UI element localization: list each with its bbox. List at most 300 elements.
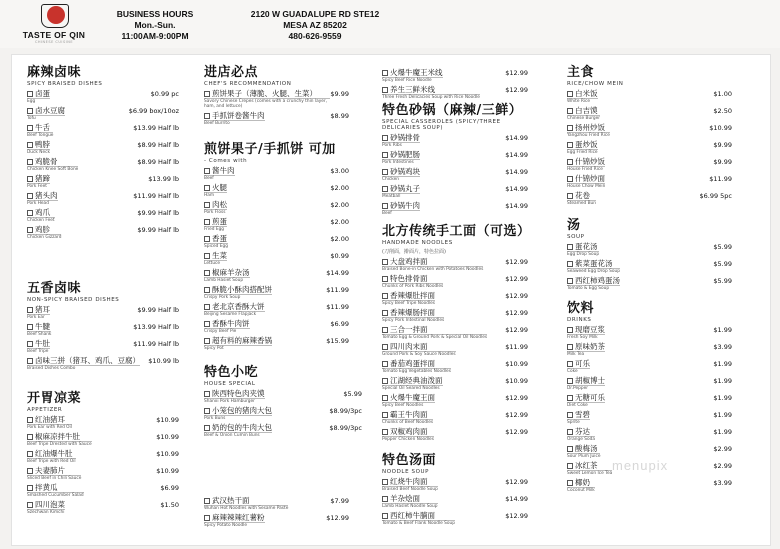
menu-item-cn-text: 芬达 bbox=[575, 426, 590, 436]
menu-item-cn-text: 香蛋 bbox=[212, 233, 227, 243]
checkbox-icon bbox=[382, 412, 388, 418]
menu-item-price: $1.99 bbox=[713, 376, 732, 385]
menu-item-names bbox=[382, 258, 483, 273]
menu-item-cn-text: 红烧牛肉面 bbox=[390, 476, 428, 486]
menu-item-name-cn bbox=[382, 258, 483, 267]
menu-item-name-cn bbox=[382, 360, 451, 369]
menu-item bbox=[382, 202, 528, 217]
menu-item-cn-text: 鸡爪 bbox=[35, 207, 50, 217]
menu-item-price: $6.99 box/10oz bbox=[128, 106, 179, 115]
menu-item-cn-text: 砂锅牛肉 bbox=[390, 200, 420, 210]
menu-item bbox=[382, 343, 528, 358]
checkbox-icon bbox=[27, 485, 33, 491]
menu-item-cn-text: 椰奶 bbox=[575, 477, 590, 487]
menu-item-cn-text: 武汉热干面 bbox=[212, 495, 250, 505]
menu-item-name-en: Ham bbox=[204, 192, 215, 198]
section-subtitle: DRINKS bbox=[567, 317, 592, 323]
menu-item-name-cn bbox=[204, 252, 227, 261]
section-non-spicy-braised bbox=[27, 282, 179, 371]
menu-item-name-en: Spicy Beef Rice Noodle bbox=[382, 77, 432, 83]
brand-name: TASTE OF QIN bbox=[22, 30, 86, 40]
menu-item-price: $6.99 bbox=[160, 483, 179, 492]
menu-item-name-en: Spicy Potato Noodle bbox=[204, 522, 248, 528]
menu-item-price: $8.99 Half lb bbox=[137, 157, 179, 166]
menu-item bbox=[27, 192, 179, 207]
menu-item bbox=[204, 112, 349, 127]
menu-item-name-cn bbox=[204, 269, 250, 278]
checkbox-icon bbox=[567, 446, 573, 452]
menu-item-name-en: Wuhan Hot Noodles with Sesame Paste bbox=[204, 505, 289, 511]
menu-item-names bbox=[27, 306, 50, 321]
menu-item-names bbox=[382, 326, 487, 341]
checkbox-icon bbox=[204, 338, 210, 344]
menu-item-name-cn bbox=[567, 107, 600, 116]
menu-item-names bbox=[27, 416, 72, 431]
menu-item-names bbox=[382, 343, 456, 358]
checkbox-icon bbox=[567, 125, 573, 131]
menu-item-price: $9.99 bbox=[713, 140, 732, 149]
menu-item bbox=[382, 86, 528, 101]
menu-item-cn-text: 原味奶茶 bbox=[575, 341, 605, 351]
menu-item-name-en: House Fried Rice bbox=[567, 166, 603, 172]
menu-item-name-en: Lettuce bbox=[204, 260, 221, 266]
hours-days: Mon.-Sun. bbox=[134, 20, 176, 30]
section-subtitle: HOUSE SPECIAL bbox=[204, 381, 256, 387]
menu-item-name-cn bbox=[204, 320, 250, 329]
menu-item-cn-text: 什锦炒面 bbox=[575, 173, 605, 183]
menu-item-price: $14.99 bbox=[505, 494, 528, 503]
checkbox-icon bbox=[204, 498, 210, 504]
menu-item-name-cn bbox=[567, 360, 590, 369]
menu-item bbox=[567, 141, 732, 156]
menu-item bbox=[567, 243, 732, 258]
menu-item-name-en: Dr.Pepper bbox=[567, 385, 588, 391]
menu-item-cn-text: 鸡脆骨 bbox=[35, 156, 58, 166]
business-hours bbox=[100, 9, 210, 42]
menu-item-name-cn bbox=[27, 433, 92, 442]
menu-item bbox=[27, 175, 179, 190]
menu-item-name-en: Yangzhou Fried Rice bbox=[567, 132, 610, 138]
menu-item-names bbox=[567, 445, 600, 460]
logo bbox=[22, 4, 86, 44]
menu-item bbox=[567, 428, 732, 443]
menu-item-cn-text: 四川肉末面 bbox=[390, 341, 428, 351]
menu-item-name-cn bbox=[27, 175, 50, 184]
menu-item-names bbox=[27, 90, 50, 105]
menu-item-price: $1.99 bbox=[713, 359, 732, 368]
menu-item-names bbox=[382, 377, 443, 392]
menu-item-names bbox=[567, 411, 590, 426]
menu-item-price: $6.99 5pc bbox=[699, 191, 732, 200]
menu-item-names bbox=[204, 514, 265, 529]
header-bar bbox=[0, 0, 780, 48]
menu-item bbox=[382, 151, 528, 166]
checkbox-icon bbox=[27, 108, 33, 114]
menu-item-name-cn bbox=[567, 243, 599, 252]
menu-item-price: $12.99 bbox=[505, 68, 528, 77]
checkbox-icon bbox=[382, 87, 388, 93]
menu-item-name-cn bbox=[204, 424, 272, 433]
menu-item-cn-text: 双椒鸡肉面 bbox=[390, 426, 428, 436]
menu-item-price: $6.99 bbox=[330, 319, 349, 328]
menu-item-name-en: Ground Pork & Soy Sauce Noodles bbox=[382, 351, 456, 357]
section-noodle-extras bbox=[204, 494, 349, 528]
menu-item-price: $5.99 bbox=[713, 259, 732, 268]
menu-item bbox=[567, 479, 732, 494]
checkbox-icon bbox=[204, 321, 210, 327]
menu-item-names bbox=[567, 192, 596, 207]
checkbox-icon bbox=[382, 276, 388, 282]
menu-item-names bbox=[382, 86, 480, 101]
menu-item-name-cn bbox=[204, 407, 272, 416]
menu-item-names bbox=[27, 450, 76, 465]
menu-item-cn-text: 紫菜蛋花汤 bbox=[575, 258, 613, 268]
menu-item-cn-text: 江湖经典油泼面 bbox=[390, 375, 443, 385]
menu-item-cn-text: 扬州炒饭 bbox=[575, 122, 605, 132]
menu-item-cn-text: 霸王牛肉面 bbox=[390, 409, 428, 419]
checkbox-icon bbox=[27, 434, 33, 440]
checkbox-icon bbox=[204, 185, 210, 191]
checkbox-icon bbox=[27, 468, 33, 474]
menu-item-cn-text: 火爆牛魔王米线 bbox=[390, 67, 443, 77]
menu-item bbox=[567, 377, 732, 392]
menu-item-cn-text: 卤味三拼（猪耳、鸡爪、豆腐） bbox=[35, 355, 140, 365]
menu-item-name-cn bbox=[27, 416, 72, 425]
menu-item-cn-text: 砂锅肥肠 bbox=[390, 149, 420, 159]
menu-item-name-en: Fried Egg bbox=[204, 226, 225, 232]
menu-item bbox=[27, 306, 179, 321]
menu-item-name-en: Braised Dishes Combo bbox=[27, 365, 76, 371]
menu-item-cn-text: 白吉馍 bbox=[575, 105, 598, 115]
menu-item-name-cn bbox=[382, 428, 434, 437]
menu-item-names bbox=[567, 394, 605, 409]
menu-item-name-cn bbox=[382, 478, 438, 487]
menu-item-price: $1.00 bbox=[713, 89, 732, 98]
menu-item bbox=[27, 433, 179, 448]
menu-item-name-en: Beef Burrito bbox=[204, 121, 230, 126]
menu-item-name-en: Beef & Onion Cumin Buns bbox=[204, 432, 260, 438]
menu-item-name-cn bbox=[204, 303, 265, 312]
menu-item-cn-text: 椒麻凉拌牛肚 bbox=[35, 431, 80, 441]
menu-item-cn-text: 羊杂烩面 bbox=[390, 493, 420, 503]
logo-pot-icon bbox=[37, 4, 71, 28]
menu-item-names bbox=[567, 428, 595, 443]
menu-item-cn-text: 香酥牛肉饼 bbox=[212, 318, 250, 328]
menu-item bbox=[567, 124, 732, 139]
menu-item-names bbox=[204, 235, 228, 250]
menu-item-names bbox=[204, 218, 227, 233]
menu-item-cn-text: 砂锅排骨 bbox=[390, 132, 420, 142]
menu-item-names bbox=[27, 433, 92, 448]
menu-item-names bbox=[567, 175, 605, 190]
menu-item-name-en: Orange Soda bbox=[567, 436, 595, 442]
menu-item-price: $13.99 Half lb bbox=[133, 123, 179, 132]
menu-item-price: $12.99 bbox=[505, 427, 528, 436]
menu-item-price: $1.50 bbox=[160, 500, 179, 509]
menu-item-names bbox=[567, 343, 605, 358]
menu-item-name-cn bbox=[567, 326, 605, 335]
section-title: 五香卤味 bbox=[27, 281, 82, 296]
menu-item-name-cn bbox=[567, 462, 612, 471]
menu-item-name-cn bbox=[382, 495, 438, 504]
menu-item-cn-text: 花卷 bbox=[575, 190, 590, 200]
menu-item-name-cn bbox=[27, 90, 50, 99]
menu-item-cn-text: 大盘鸡拌面 bbox=[390, 256, 428, 266]
menu-item-name-cn bbox=[27, 501, 65, 510]
menu-item-name-cn bbox=[382, 411, 433, 420]
menu-item bbox=[382, 326, 528, 341]
menu-item-name-en: White Rice bbox=[567, 98, 591, 104]
menu-item-name-cn bbox=[27, 107, 65, 116]
checkbox-icon bbox=[382, 496, 388, 502]
menu-item-name-cn bbox=[204, 167, 235, 176]
section-subtitle: - Comes with bbox=[204, 158, 248, 164]
menu-item-name-en: Chunks of Beef Noodles bbox=[382, 419, 434, 425]
checkbox-icon bbox=[382, 344, 388, 350]
checkbox-icon bbox=[567, 412, 573, 418]
menu-item-price: $8.99/3pc bbox=[329, 406, 362, 415]
checkbox-icon bbox=[382, 310, 388, 316]
checkbox-icon bbox=[204, 515, 210, 521]
menu-item-price: $10.99 bbox=[156, 415, 179, 424]
menu-item-names bbox=[204, 269, 250, 284]
menu-item-name-cn bbox=[27, 467, 81, 476]
menu-item-name-en: House Chow Mein bbox=[567, 183, 606, 189]
menu-item-name-cn bbox=[382, 326, 487, 335]
menu-item bbox=[567, 277, 732, 292]
menu-item-price: $14.99 bbox=[505, 167, 528, 176]
checkbox-icon bbox=[382, 513, 388, 519]
menu-item-name-cn bbox=[567, 260, 620, 269]
menu-item-price: $1.99 bbox=[713, 410, 732, 419]
menu-item-names bbox=[567, 107, 600, 122]
menu-item-price: $3.00 bbox=[330, 166, 349, 175]
section-chef-recommendation bbox=[204, 66, 349, 127]
menu-item-price: $5.99 bbox=[713, 276, 732, 285]
menu-item-name-en: Steamed Bun bbox=[567, 200, 597, 206]
menu-item-price: $11.99 Half lb bbox=[133, 339, 179, 348]
menu-item bbox=[567, 326, 732, 341]
menu-item-name-en: Beef bbox=[382, 210, 392, 216]
checkbox-icon bbox=[204, 304, 210, 310]
menu-item bbox=[567, 90, 732, 105]
menu-item bbox=[382, 134, 528, 149]
menu-item bbox=[382, 292, 528, 307]
menu-item-name-en: Tofu bbox=[27, 115, 36, 121]
menu-item-name-en: Spicy Beef Noodles bbox=[382, 402, 424, 408]
menu-item-price: $13.99 lb bbox=[148, 174, 179, 183]
phone-number: 480-626-9559 bbox=[288, 31, 342, 41]
section-subtitle: CHEF'S RECOMMENDATION bbox=[204, 81, 292, 87]
menu-item-names bbox=[567, 479, 595, 494]
checkbox-icon bbox=[382, 378, 388, 384]
section-title: 开胃凉菜 bbox=[27, 391, 82, 406]
menu-item-name-cn bbox=[204, 90, 330, 99]
menu-item-price: $15.99 bbox=[326, 336, 349, 345]
menu-item-cn-text: 酸梅汤 bbox=[575, 443, 598, 453]
menu-item-cn-text: 老北京香酥大饼 bbox=[212, 301, 265, 311]
menu-item-names bbox=[567, 277, 620, 292]
menu-item-names bbox=[567, 360, 590, 375]
checkbox-icon bbox=[204, 425, 210, 431]
menu-item-name-en: Beef Tongue bbox=[27, 132, 54, 138]
checkbox-icon bbox=[567, 395, 573, 401]
menu-item-names bbox=[567, 90, 598, 105]
menu-item-cn-text: 砂锅丸子 bbox=[390, 183, 420, 193]
menu-item-names bbox=[204, 424, 272, 439]
menu-item-cn-text: 雪碧 bbox=[575, 409, 590, 419]
menu-item-names bbox=[27, 340, 50, 355]
checkbox-icon bbox=[567, 327, 573, 333]
menu-item bbox=[567, 360, 732, 375]
menu-item-name-en: Pork Ear bbox=[27, 314, 45, 320]
checkbox-icon bbox=[27, 159, 33, 165]
menu-item-cn-text: 卤水豆腐 bbox=[35, 105, 65, 115]
menu-item-name-cn bbox=[27, 141, 50, 150]
menu-item bbox=[204, 337, 349, 352]
menu-item-price: $9.99 Half lb bbox=[137, 225, 179, 234]
section-rice-noodles bbox=[382, 66, 528, 100]
menu-item-names bbox=[382, 411, 433, 426]
menu-item bbox=[382, 309, 528, 324]
address-line2: MESA AZ 85202 bbox=[283, 20, 347, 30]
menu-item-names bbox=[567, 141, 598, 156]
menu-item-name-cn bbox=[567, 377, 605, 386]
checkbox-icon bbox=[567, 480, 573, 486]
checkbox-icon bbox=[27, 125, 33, 131]
menu-item-price: $10.99 bbox=[156, 432, 179, 441]
menu-item bbox=[204, 184, 349, 199]
menu-item-name-en: Sprite bbox=[567, 419, 580, 425]
menu-item bbox=[204, 167, 349, 182]
menu-item-name-cn bbox=[567, 90, 598, 99]
menu-item-name-cn bbox=[382, 512, 455, 521]
menu-item bbox=[27, 501, 179, 516]
menu-item-price: $2.00 bbox=[330, 234, 349, 243]
menu-item-names bbox=[27, 124, 53, 139]
checkbox-icon bbox=[567, 159, 573, 165]
menu-item bbox=[204, 252, 349, 267]
checkbox-icon bbox=[382, 203, 388, 209]
menu-item-cn-text: 牛腱 bbox=[35, 321, 50, 331]
menu-item-price: $2.99 bbox=[713, 444, 732, 453]
menu-item-price: $12.99 bbox=[505, 308, 528, 317]
menu-item-name-cn bbox=[382, 134, 420, 143]
checkbox-icon bbox=[567, 244, 573, 250]
menu-item-name-cn bbox=[27, 357, 140, 366]
menu-item-price: $10.99 bbox=[505, 359, 528, 368]
menu-item bbox=[382, 258, 528, 273]
menu-item-cn-text: 酥脆小酥肉搭配饼 bbox=[212, 284, 272, 294]
menu-item bbox=[27, 467, 179, 482]
menu-item-price: $12.99 bbox=[505, 393, 528, 402]
menu-item-price: $10.99 bbox=[156, 449, 179, 458]
menu-item-price: $12.99 bbox=[505, 85, 528, 94]
menu-item-cn-text: 番茄鸡蛋拌面 bbox=[390, 358, 435, 368]
menu-item-cn-text: 白米饭 bbox=[575, 88, 598, 98]
menu-item bbox=[567, 158, 732, 173]
menu-item bbox=[27, 124, 179, 139]
menu-item bbox=[382, 69, 528, 84]
menu-item-cn-text: 可乐 bbox=[575, 358, 590, 368]
menu-item-cn-text: 火腿 bbox=[212, 182, 227, 192]
menu-item-name-en: Chicken Knee Soft Bone bbox=[27, 166, 79, 172]
menu-item bbox=[27, 340, 179, 355]
menu-item-name-en: Savory Chinese Crepes (comes with a crunchy thin layer, ham, and lettuce) bbox=[204, 98, 328, 109]
menu-item-name-en: Seaweed Egg Drop Soup bbox=[567, 268, 620, 274]
menu-item-name-en: Pork Ribs bbox=[382, 142, 402, 148]
menu-item-names bbox=[382, 428, 434, 443]
checkbox-icon bbox=[27, 176, 33, 182]
menu-item-names bbox=[204, 390, 265, 405]
menu-item-price: $1.99 bbox=[713, 393, 732, 402]
checkbox-icon bbox=[382, 479, 388, 485]
menu-item-names bbox=[567, 462, 612, 477]
menu-item-price: $8.99/3pc bbox=[329, 423, 362, 432]
menu-item-name-en: Meatball bbox=[382, 193, 401, 199]
menu-item-name-en: Crispy Beef Pie bbox=[204, 328, 237, 334]
menu-item bbox=[567, 394, 732, 409]
address-block bbox=[250, 9, 380, 42]
menu-item-name-en: Sweet Lemon Ice Tea bbox=[567, 470, 613, 476]
checkbox-icon bbox=[204, 287, 210, 293]
menu-item-price: $7.99 bbox=[330, 496, 349, 505]
menu-item-name-en: Chinese Burger bbox=[567, 115, 601, 121]
checkbox-icon bbox=[567, 142, 573, 148]
menu-item-names bbox=[567, 243, 599, 258]
menu-item-name-cn bbox=[567, 445, 600, 454]
section-house-special bbox=[204, 366, 362, 438]
menu-item bbox=[204, 424, 362, 439]
menu-item-price: $8.99 Half lb bbox=[137, 140, 179, 149]
menu-item-name-en: Egg bbox=[27, 98, 36, 104]
checkbox-icon bbox=[382, 186, 388, 192]
menu-item-cn-text: 小笼包的猪肉大包 bbox=[212, 405, 272, 415]
menu-item-price: $9.99 Half lb bbox=[137, 208, 179, 217]
checkbox-icon bbox=[204, 91, 210, 97]
menu-item-price: $10.99 bbox=[505, 376, 528, 385]
menu-item-name-en: Coconut Milk bbox=[567, 487, 595, 493]
menu-item bbox=[382, 377, 528, 392]
menu-item-names bbox=[567, 158, 605, 173]
menu-item-name-cn bbox=[27, 450, 76, 459]
menu-item-price: $0.99 bbox=[330, 251, 349, 260]
checkbox-icon bbox=[204, 408, 210, 414]
menu-item bbox=[382, 185, 528, 200]
menu-item-price: $5.99 bbox=[713, 242, 732, 251]
checkbox-icon bbox=[27, 417, 33, 423]
checkbox-icon bbox=[27, 210, 33, 216]
menu-item-cn-text: 手抓饼卷酱牛肉 bbox=[212, 111, 265, 120]
menu-item-name-cn bbox=[204, 184, 227, 193]
menu-item bbox=[204, 218, 349, 233]
menu-item-name-en: Pork Buns bbox=[204, 415, 226, 421]
menu-item-price: $1.99 bbox=[713, 427, 732, 436]
menu-item-cn-text: 什锦炒饭 bbox=[575, 156, 605, 166]
menu-item-cn-text: 三合一拌面 bbox=[390, 324, 428, 334]
menu-item-price: $9.99 bbox=[330, 89, 349, 98]
menu-item-cn-text: 煎饼果子（薄脆、火腿、生菜） bbox=[212, 88, 317, 98]
menu-item-names bbox=[382, 202, 420, 217]
menu-item-name-en: Chunks of Pork Ribs Noodles bbox=[382, 283, 444, 289]
menu-item-names bbox=[382, 495, 438, 510]
menu-item bbox=[382, 495, 528, 510]
menu-item-names bbox=[204, 497, 288, 512]
section-rice-chow-mein bbox=[567, 66, 732, 206]
menu-item-name-en: Chicken Gizzard bbox=[27, 234, 62, 240]
menu-item bbox=[382, 360, 528, 375]
menu-item-cn-text: 夫妻肺片 bbox=[35, 465, 65, 475]
